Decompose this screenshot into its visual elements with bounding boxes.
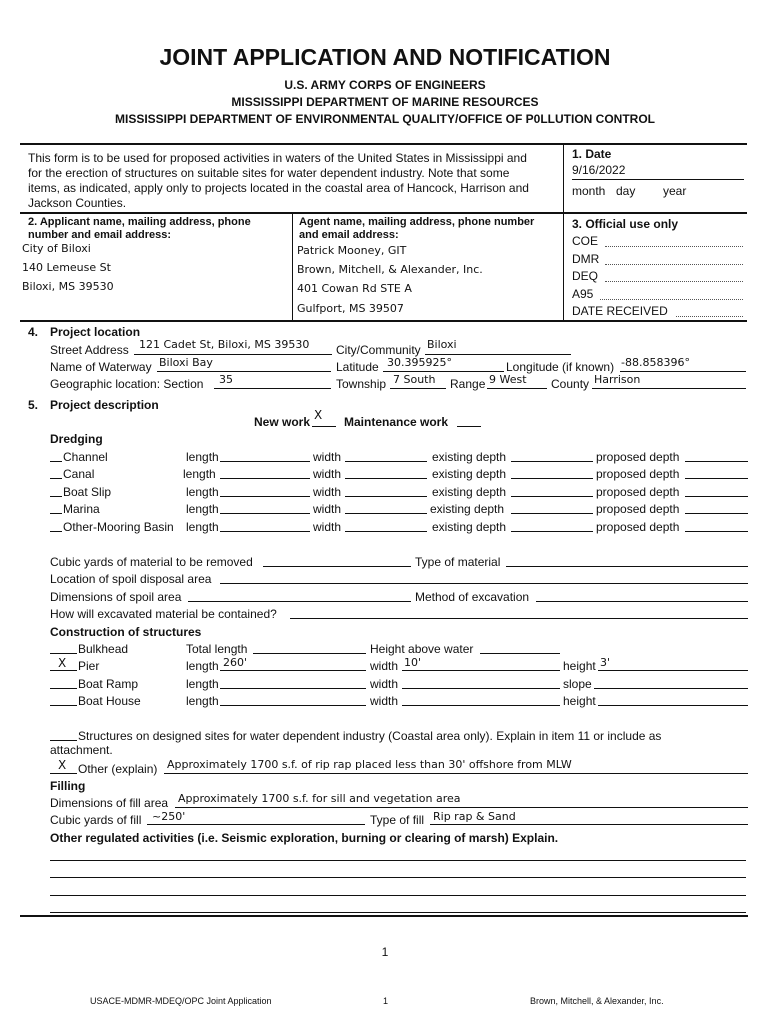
pier-width-label: width: [370, 659, 399, 673]
dredge-width-label: width: [313, 485, 342, 499]
official-deq-line[interactable]: [605, 281, 743, 282]
applicant-name[interactable]: City of Biloxi: [22, 242, 91, 255]
date-value[interactable]: 9/16/2022: [572, 163, 626, 177]
fill-cubic-value[interactable]: ~250': [152, 810, 186, 823]
construction-heading: Construction of structures: [50, 625, 202, 639]
type-material-label: Type of material: [415, 555, 501, 569]
dredge-width-line[interactable]: [345, 531, 427, 532]
fill-dims-label: Dimensions of fill area: [50, 796, 169, 810]
fill-dims-line: [175, 807, 748, 808]
intro-line-3: items, as indicated, apply only to projects located in the coastal area of Hancock, Harrison and: [28, 181, 529, 195]
official-dmr-label: DMR: [572, 252, 600, 266]
agent-company[interactable]: Brown, Mitchell, & Alexander, Inc.: [297, 263, 483, 276]
mid-rule: [20, 212, 747, 214]
township-label: Township: [336, 377, 387, 391]
township-line: [390, 388, 446, 389]
dredge-check[interactable]: [50, 513, 62, 514]
applicant-address-2[interactable]: Biloxi, MS 39530: [22, 280, 114, 293]
location-heading: Project location: [50, 325, 141, 339]
township-value[interactable]: 7 South: [393, 373, 436, 386]
explain-line-3[interactable]: [50, 895, 746, 896]
maintenance-line[interactable]: [457, 426, 481, 427]
dredge-existing-label: existing depth: [432, 520, 507, 534]
official-coe-line[interactable]: [605, 246, 743, 247]
footer-left: USACE-MDMR-MDEQ/OPC Joint Application: [90, 996, 272, 1006]
fill-cubic-line: [147, 824, 365, 825]
cubic-removed-line[interactable]: [263, 566, 411, 567]
dredge-length-label: length: [186, 485, 219, 499]
boat-ramp-length-line[interactable]: [220, 688, 366, 689]
boat-ramp-width-label: width: [370, 677, 399, 691]
dredge-width-label: width: [313, 467, 342, 481]
dredge-existing-line[interactable]: [511, 513, 593, 514]
dredge-existing-line[interactable]: [511, 461, 593, 462]
contained-label: How will excavated material be contained?: [50, 607, 277, 621]
explain-line-2[interactable]: [50, 877, 746, 878]
pier-length-label: length: [186, 659, 219, 673]
section-line: [214, 388, 331, 389]
spoil-location-line[interactable]: [220, 583, 748, 584]
dredge-proposed-label: proposed depth: [596, 485, 680, 499]
city-label: City/Community: [336, 343, 421, 357]
dredge-existing-label: existing depth: [432, 485, 507, 499]
county-line: [592, 388, 746, 389]
county-label: County: [551, 377, 590, 391]
dredge-width-label: width: [313, 450, 342, 464]
boat-house-height-label: height: [563, 694, 596, 708]
footer-right: Brown, Mitchell, & Alexander, Inc.: [530, 996, 664, 1006]
dredge-row-label: Other-Mooring Basin: [63, 520, 174, 534]
agency-mdeq: MISSISSIPPI DEPARTMENT OF ENVIRONMENTAL QUALITY/OFFICE OF P0LLUTION CONTROL: [114, 112, 655, 126]
cubic-removed-label: Cubic yards of material to be removed: [50, 555, 253, 569]
dredge-width-label: width: [313, 502, 342, 516]
date-year-label: year: [663, 184, 687, 198]
official-a95-line[interactable]: [600, 299, 743, 300]
dredge-length-label: length: [186, 450, 219, 464]
contained-line[interactable]: [290, 618, 748, 619]
dredge-proposed-label: proposed depth: [596, 502, 680, 516]
agent-name[interactable]: Patrick Mooney, GIT: [297, 244, 407, 257]
fill-cubic-label: Cubic yards of fill: [50, 813, 142, 827]
geo-label: Geographic location: Section: [50, 377, 204, 391]
bottom-rule: [20, 320, 747, 322]
boat-house-label: Boat House: [78, 694, 141, 708]
dredge-width-line[interactable]: [345, 478, 427, 479]
dredge-proposed-line[interactable]: [685, 461, 748, 462]
new-work-label: New work: [254, 415, 311, 429]
right-column-divider: [563, 143, 564, 322]
other-value[interactable]: Approximately 1700 s.f. of rip rap placed less than 30' offshore from MLW: [167, 758, 572, 771]
intro-line-4: Jackson Counties.: [28, 196, 127, 210]
dredging-heading: Dredging: [50, 432, 103, 446]
section-value[interactable]: 35: [219, 373, 233, 386]
dredge-check[interactable]: [50, 461, 62, 462]
method-label: Method of excavation: [415, 590, 530, 604]
dredge-length-label: length: [183, 467, 216, 481]
city-line: [425, 354, 571, 355]
latitude-line: [383, 371, 504, 372]
agent-address-2[interactable]: Gulfport, MS 39507: [297, 302, 404, 315]
dredge-length-line[interactable]: [220, 531, 310, 532]
bulkhead-label: Bulkhead: [78, 642, 129, 656]
designed-sites-line-1: Structures on designed sites for water dependent industry (Coastal area only). Explain in item 11 or include as: [78, 729, 662, 743]
dredge-existing-line[interactable]: [511, 478, 593, 479]
date-label: 1. Date: [572, 147, 612, 161]
height-water-line[interactable]: [480, 653, 560, 654]
dredge-length-line[interactable]: [220, 496, 310, 497]
agent-address-1[interactable]: 401 Cowan Rd STE A: [297, 282, 412, 295]
latitude-label: Latitude: [336, 360, 379, 374]
new-work-line: [312, 426, 336, 427]
dredge-row-label: Marina: [63, 502, 100, 516]
dredge-existing-label: existing depth: [432, 450, 507, 464]
other-regulated-label: Other regulated activities (i.e. Seismic exploration, burning or clearing of marsh) Explain.: [50, 831, 559, 845]
footer-page: 1: [383, 996, 389, 1006]
dredge-existing-label: existing depth: [430, 502, 505, 516]
boat-ramp-label: Boat Ramp: [78, 677, 139, 691]
dredge-proposed-line[interactable]: [685, 478, 748, 479]
other-line: [164, 773, 748, 774]
county-value[interactable]: Harrison: [594, 373, 641, 386]
new-work-mark[interactable]: X: [314, 408, 323, 422]
agent-label-2: and email address:: [299, 229, 399, 241]
pier-length-value[interactable]: 260': [223, 656, 248, 669]
boat-house-check[interactable]: [50, 705, 77, 706]
dredge-existing-line[interactable]: [511, 496, 593, 497]
range-value[interactable]: 9 West: [489, 373, 527, 386]
agency-mdmr: MISSISSIPPI DEPARTMENT OF MARINE RESOURCES: [231, 95, 539, 109]
other-mark[interactable]: X: [58, 758, 67, 772]
date-underline: [572, 179, 744, 180]
pier-height-line: [598, 670, 748, 671]
longitude-value[interactable]: -88.858396°: [621, 356, 690, 369]
dredge-width-label: width: [313, 520, 342, 534]
official-coe-label: COE: [572, 234, 599, 248]
agency-usace: U.S. ARMY CORPS OF ENGINEERS: [284, 78, 486, 92]
official-use-label: 3. Official use only: [572, 217, 679, 231]
dredge-proposed-label: proposed depth: [596, 450, 680, 464]
other-check-line: [50, 773, 77, 774]
form-title: JOINT APPLICATION AND NOTIFICATION: [159, 44, 611, 70]
dredge-existing-label: existing depth: [432, 467, 507, 481]
pier-length-line: [220, 670, 366, 671]
page-number-center: 1: [381, 945, 389, 959]
method-line[interactable]: [536, 601, 748, 602]
explain-line-1[interactable]: [50, 860, 746, 861]
official-received-line[interactable]: [676, 316, 743, 317]
pier-width-line: [402, 670, 560, 671]
boat-ramp-slope-line[interactable]: [594, 688, 748, 689]
type-material-line[interactable]: [506, 566, 748, 567]
dredge-length-label: length: [186, 520, 219, 534]
designed-sites-check[interactable]: [50, 740, 77, 741]
spoil-dims-line[interactable]: [188, 601, 411, 602]
boat-ramp-slope-label: slope: [563, 677, 592, 691]
dredge-length-line[interactable]: [220, 461, 310, 462]
boat-house-width-line[interactable]: [402, 705, 560, 706]
designed-sites-line-2: attachment.: [50, 743, 113, 757]
waterway-label: Name of Waterway: [50, 360, 152, 374]
official-received-label: DATE RECEIVED: [572, 304, 668, 318]
applicant-address-1[interactable]: 140 Lemeuse St: [22, 261, 111, 274]
dredge-check[interactable]: [50, 478, 62, 479]
street-line: [134, 354, 332, 355]
boat-house-width-label: width: [370, 694, 399, 708]
pier-mark[interactable]: X: [58, 656, 67, 670]
description-heading: Project description: [50, 398, 159, 412]
dredge-row-label: Channel: [63, 450, 108, 464]
filling-heading: Filling: [50, 779, 86, 793]
fill-type-value[interactable]: Rip rap & Sand: [433, 810, 516, 823]
pier-check-line: [50, 670, 77, 671]
total-length-line[interactable]: [253, 653, 366, 654]
spoil-dims-label: Dimensions of spoil area: [50, 590, 182, 604]
dredge-length-line[interactable]: [220, 513, 310, 514]
dredge-row-label: Canal: [63, 467, 95, 481]
street-label: Street Address: [50, 343, 129, 357]
pier-height-label: height: [563, 659, 596, 673]
range-label: Range: [450, 377, 486, 391]
explain-line-4[interactable]: [50, 912, 746, 913]
dredge-existing-line[interactable]: [511, 531, 593, 532]
latitude-value[interactable]: 30.395925°: [387, 356, 452, 369]
applicant-label-2: number and email address:: [28, 229, 172, 241]
official-a95-label: A95: [572, 287, 594, 301]
longitude-label: Longitude (if known): [506, 360, 615, 374]
fill-dims-value[interactable]: Approximately 1700 s.f. for sill and vegetation area: [178, 792, 461, 805]
top-rule: [20, 143, 747, 145]
dredge-proposed-label: proposed depth: [596, 520, 680, 534]
boat-house-length-line[interactable]: [220, 705, 366, 706]
dredge-proposed-line[interactable]: [685, 531, 748, 532]
location-num: 4.: [28, 325, 39, 339]
applicant-label-1: 2. Applicant name, mailing address, phone: [28, 216, 251, 228]
waterway-line: [157, 371, 331, 372]
pier-height-value[interactable]: 3': [600, 656, 611, 669]
dredge-width-line[interactable]: [345, 513, 427, 514]
dredge-width-line[interactable]: [345, 461, 427, 462]
applicant-agent-divider: [292, 213, 293, 321]
dredge-proposed-line[interactable]: [685, 513, 748, 514]
dredge-length-label: length: [186, 502, 219, 516]
boat-house-height-line[interactable]: [598, 705, 748, 706]
intro-line-1: This form is to be used for proposed activities in waters of the United States in Mississippi and: [28, 151, 527, 165]
section-bottom-rule: [20, 915, 748, 917]
height-water-label: Height above water: [370, 642, 474, 656]
description-num: 5.: [28, 398, 39, 412]
boat-house-length-label: length: [186, 694, 219, 708]
intro-line-2: for the erection of structures on suitable sites for water dependent industry. Note that some: [28, 166, 510, 180]
total-length-label: Total length: [186, 642, 248, 656]
dredge-check[interactable]: [50, 531, 62, 532]
longitude-line: [620, 371, 746, 372]
pier-label: Pier: [78, 659, 100, 673]
date-day-label: day: [616, 184, 636, 198]
dredge-check[interactable]: [50, 496, 62, 497]
official-dmr-line[interactable]: [605, 264, 743, 265]
dredge-length-line[interactable]: [220, 478, 310, 479]
street-value[interactable]: 121 Cadet St, Biloxi, MS 39530: [139, 338, 310, 351]
boat-ramp-length-label: length: [186, 677, 219, 691]
spoil-location-label: Location of spoil disposal area: [50, 572, 212, 586]
official-deq-label: DEQ: [572, 269, 599, 283]
boat-ramp-width-line[interactable]: [402, 688, 560, 689]
maintenance-label: Maintenance work: [344, 415, 449, 429]
dredge-row-label: Boat Slip: [63, 485, 112, 499]
boat-ramp-check[interactable]: [50, 688, 77, 689]
dredge-width-line[interactable]: [345, 496, 427, 497]
dredge-proposed-label: proposed depth: [596, 467, 680, 481]
dredge-proposed-line[interactable]: [685, 496, 748, 497]
waterway-value[interactable]: Biloxi Bay: [159, 356, 213, 369]
date-month-label: month: [572, 184, 606, 198]
other-label: Other (explain): [78, 762, 158, 776]
range-line: [487, 388, 547, 389]
city-value[interactable]: Biloxi: [427, 338, 457, 351]
pier-width-value[interactable]: 10': [404, 656, 422, 669]
fill-type-line: [430, 824, 748, 825]
bulkhead-check[interactable]: [50, 653, 77, 654]
fill-type-label: Type of fill: [370, 813, 425, 827]
agent-label-1: Agent name, mailing address, phone number: [299, 216, 535, 228]
